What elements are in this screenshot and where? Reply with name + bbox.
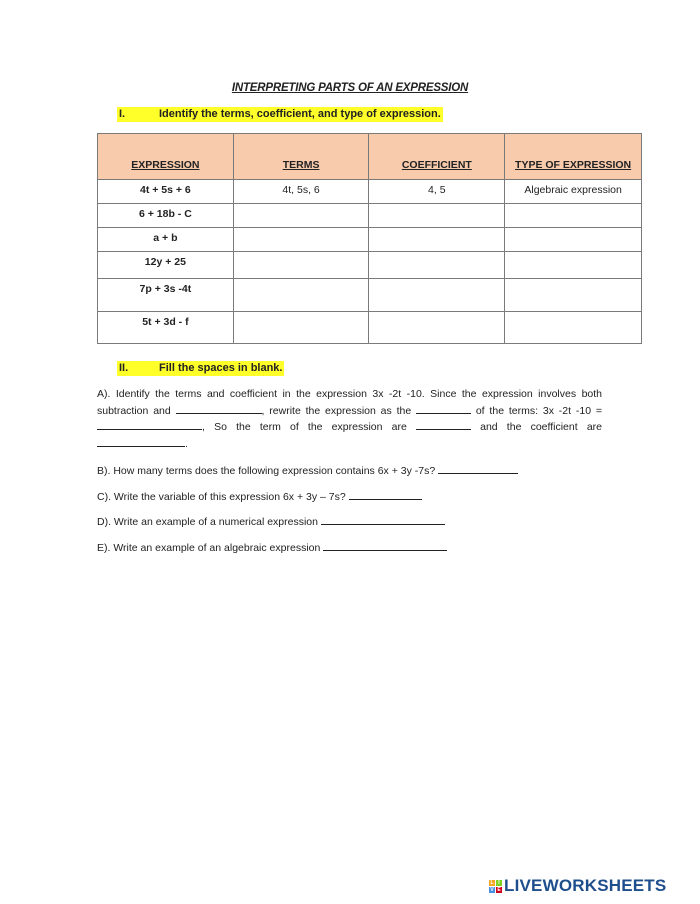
type-cell[interactable]	[505, 312, 642, 344]
liveworksheets-logo	[489, 876, 666, 896]
blank-input-a1[interactable]	[176, 403, 262, 414]
question-a-text-1: A). Identify the terms and coefficient in the expression 3x -2t -10. Since the expression involves both subtraction and	[97, 388, 602, 417]
logo-text: LIVEWORKSHEETS	[504, 876, 667, 895]
section-1-heading	[117, 107, 443, 122]
expression-cell: a + b	[98, 228, 234, 252]
question-c-text: C). Write the variable of this expression 6x + 3y – 7s?	[97, 491, 346, 503]
table-row	[98, 279, 642, 312]
terms-cell[interactable]: 4t, 5s, 6	[233, 180, 369, 204]
coefficient-cell[interactable]	[369, 312, 505, 344]
logo-letter-l: L	[490, 879, 494, 886]
header-expression: EXPRESSION	[98, 134, 234, 180]
terms-cell[interactable]	[233, 252, 369, 279]
section-2-number: II.	[119, 362, 129, 374]
logo-letter-i: I	[496, 880, 502, 886]
table-row	[98, 312, 642, 344]
section-1-text: Identify the terms, coefficient, and type of expression.	[159, 108, 441, 120]
table-row	[98, 228, 642, 252]
logo-letter-v: V	[490, 886, 494, 893]
blank-input-e[interactable]	[323, 540, 447, 551]
type-cell[interactable]	[505, 204, 642, 228]
worksheet-title: INTERPRETING PARTS OF AN EXPRESSION	[231, 82, 469, 94]
logo-letter-e: E	[497, 886, 501, 893]
question-e-text: E). Write an example of an algebraic expression	[97, 542, 321, 554]
question-a-text-4: , So the term of the expression are	[202, 421, 416, 433]
logo-grid-icon	[489, 880, 502, 893]
type-cell[interactable]	[505, 252, 642, 279]
section-2-text: Fill the spaces in blank.	[159, 362, 283, 374]
coefficient-cell[interactable]	[369, 228, 505, 252]
expression-cell: 4t + 5s + 6	[98, 180, 234, 204]
table-row	[98, 180, 642, 204]
blank-input-d[interactable]	[321, 514, 445, 525]
terms-cell[interactable]	[233, 312, 369, 344]
question-c	[97, 489, 422, 503]
question-a-text-5: and the coefficient are	[470, 421, 602, 433]
expression-table	[97, 133, 642, 344]
question-a-text-2: , rewrite the expression as the	[261, 404, 417, 417]
coefficient-cell[interactable]	[369, 279, 505, 312]
terms-cell[interactable]	[233, 228, 369, 252]
expression-cell: 7p + 3s -4t	[98, 279, 234, 312]
terms-cell[interactable]	[233, 279, 369, 312]
table-row	[98, 252, 642, 279]
blank-input-a5[interactable]	[97, 436, 185, 447]
question-d-text: D). Write an example of a numerical expression	[97, 516, 318, 528]
header-type: TYPE OF EXPRESSION	[505, 134, 642, 180]
expression-cell: 6 + 18b - C	[98, 204, 234, 228]
section-2-heading	[117, 361, 284, 376]
question-b-text: B). How many terms does the following expression contains 6x + 3y -7s?	[97, 465, 436, 477]
type-cell[interactable]	[505, 228, 642, 252]
blank-input-a3[interactable]	[97, 419, 202, 430]
blank-input-a4[interactable]	[416, 419, 471, 430]
question-e	[97, 540, 447, 554]
coefficient-cell[interactable]	[369, 252, 505, 279]
blank-input-b[interactable]	[438, 463, 518, 474]
question-a-text-3: of the terms: 3x -2t -10 =	[471, 404, 602, 417]
question-d	[97, 514, 445, 528]
section-1-number: I.	[119, 108, 126, 120]
table-header-row	[98, 134, 642, 180]
blank-input-a2[interactable]	[416, 403, 471, 414]
terms-cell[interactable]	[233, 204, 369, 228]
table-row	[98, 204, 642, 228]
question-b	[97, 463, 518, 477]
coefficient-cell[interactable]	[369, 204, 505, 228]
question-a-text-6: .	[185, 437, 188, 450]
type-cell[interactable]: Algebraic expression	[505, 180, 642, 204]
coefficient-cell[interactable]: 4, 5	[369, 180, 505, 204]
type-cell[interactable]	[505, 279, 642, 312]
blank-input-c[interactable]	[349, 489, 422, 500]
header-coefficient: COEFFICIENT	[369, 134, 505, 180]
expression-cell: 5t + 3d - f	[98, 312, 234, 344]
header-terms: TERMS	[233, 134, 369, 180]
expression-cell: 12y + 25	[98, 252, 234, 279]
question-a	[97, 386, 602, 452]
